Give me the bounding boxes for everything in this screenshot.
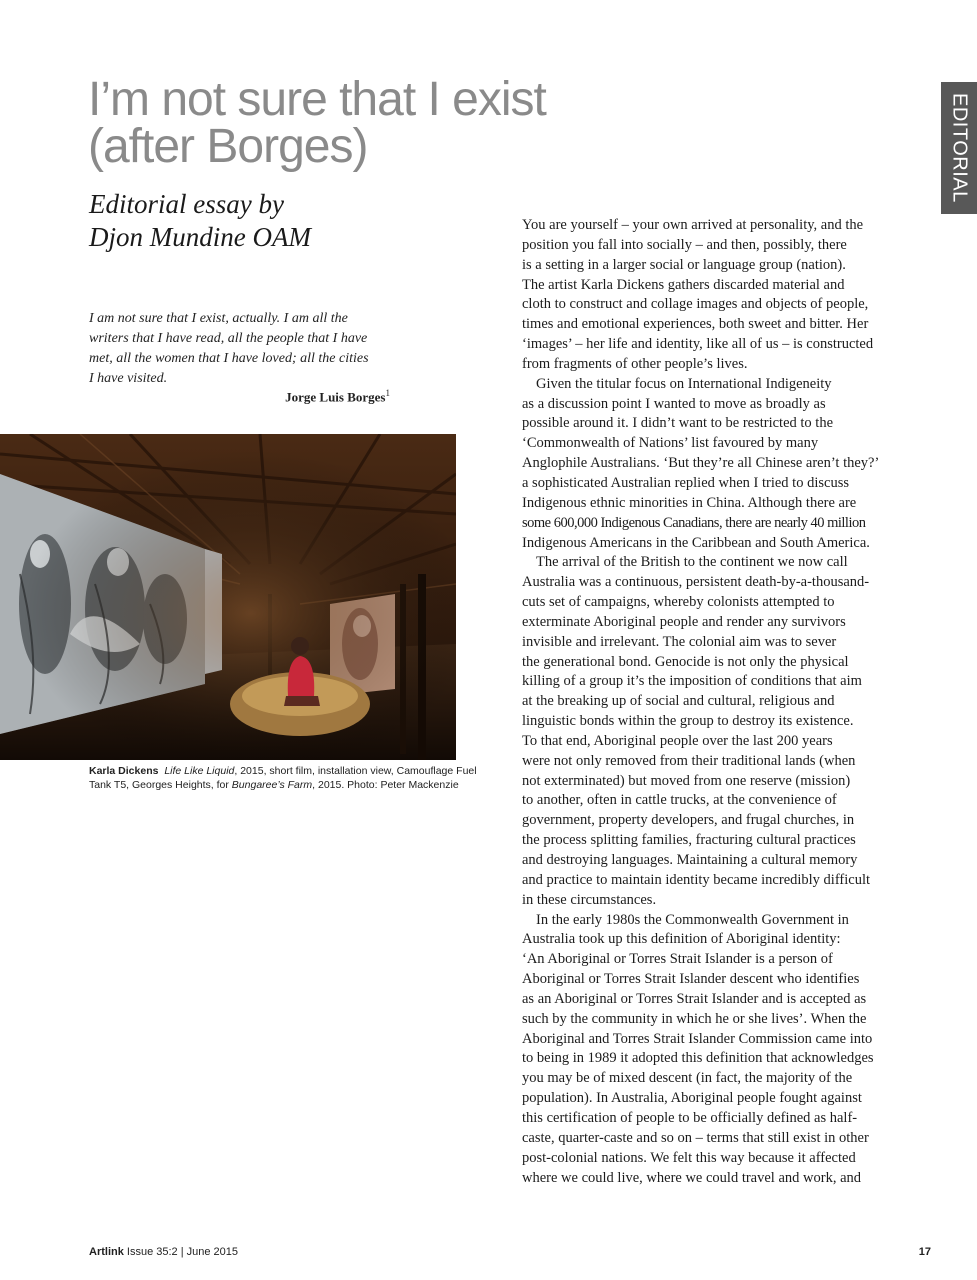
body-line: ‘Commonwealth of Nations’ list favoured by many (522, 435, 819, 452)
body-line: were not only removed from their traditional lands (when (522, 752, 856, 769)
body-line: cloth to construct and collage images and objects of people, (522, 296, 869, 313)
article-body (522, 216, 926, 1188)
body-line: To that end, Aboriginal people over the last 200 years (522, 732, 833, 749)
body-line: Indigenous ethnic minorities in China. Although there are (522, 494, 857, 511)
body-line: at the breaking up of social and cultural, religious and (522, 693, 835, 710)
subtitle-line: Editorial essay by (89, 189, 284, 219)
installation-photo-illustration (0, 434, 456, 760)
body-line: you may be of mixed descent (in fact, the majority of the (522, 1070, 853, 1087)
caption-work-title: Life Like Liquid (164, 765, 235, 777)
body-line: some 600,000 Indigenous Canadians, there are nearly 40 million (522, 514, 866, 531)
caption-line (89, 779, 489, 793)
attribution-name: Jorge Luis Borges (285, 389, 386, 405)
body-line: such by the community in which he or she lives’. When the (522, 1010, 867, 1027)
body-line: government, property developers, and frugal churches, in (522, 812, 855, 829)
body-line: caste, quarter-caste and so on – terms that still exist in other (522, 1129, 869, 1146)
body-line: as an Aboriginal or Torres Strait Islander and is accepted as (522, 990, 867, 1007)
body-line: and practice to maintain identity became incredibly difficult (522, 871, 871, 888)
body-line: linguistic bonds within the group to destroy its existence. (522, 713, 854, 730)
epigraph-line: I have visited. (89, 371, 168, 386)
body-line: ‘images’ – her life and identity, like all of us – is constructed (522, 336, 874, 353)
body-line: In the early 1980s the Commonwealth Government in (536, 911, 849, 928)
body-line: invisible and irrelevant. The colonial aim was to sever (522, 633, 837, 650)
body-line: the generational bond. Genocide is not only the physical (522, 653, 849, 670)
article-subtitle (89, 188, 429, 254)
caption-location: Tank T5, Georges Heights, for (89, 778, 232, 791)
body-line: Australia was a continuous, persistent death-by-a-thousand- (522, 574, 870, 591)
title-line: (after Borges) (88, 120, 368, 173)
body-line: where we could live, where we could travel and work, and (522, 1169, 862, 1186)
body-line: Given the titular focus on International Indigeneity (536, 375, 832, 392)
body-line: exterminate Aboriginal people and render any survivors (522, 613, 846, 630)
body-line: is a setting in a larger social or language group (nation). (522, 256, 846, 273)
body-line: The artist Karla Dickens gathers discarded material and (522, 276, 845, 293)
photo-caption (89, 765, 489, 792)
body-line: possible around it. I didn’t want to be restricted to the (522, 415, 834, 432)
caption-project: Bungaree’s Farm (231, 778, 313, 791)
body-line: The arrival of the British to the continent we now call (536, 554, 848, 571)
epigraph-line: writers that I have read, all the people that I have (89, 331, 368, 346)
body-line: Anglophile Australians. ‘But they’re all Chinese aren’t they?’ (522, 455, 880, 472)
body-line: You are yourself – your own arrived at personality, and the (522, 217, 864, 233)
body-line: a sophisticated Australian replied when I tried to discuss (522, 474, 849, 491)
body-line: position you fall into socially – and then, possibly, there (522, 236, 847, 253)
caption-artist: Karla Dickens (89, 765, 159, 777)
body-line: to another, often in cattle trucks, at the convenience of (522, 792, 837, 809)
body-line: cuts set of campaigns, whereby colonists attempted to (522, 594, 835, 611)
body-line: from fragments of other people’s lives. (522, 355, 748, 372)
epigraph-line: met, all the women that I have loved; all the cities (89, 351, 369, 366)
body-line: times and emotional experiences, both sweet and bitter. Her (522, 316, 869, 333)
body-line: as a discussion point I wanted to move as broadly as (522, 395, 826, 412)
page-number: 17 (918, 1246, 931, 1258)
body-line: Australia took up this definition of Aboriginal identity: (522, 931, 841, 948)
body-line: killing of a group it’s the imposition of conditions that aim (522, 673, 862, 690)
body-line: to being in 1989 it adopted this definition that acknowledges (522, 1050, 874, 1067)
caption-credit: , 2015. Photo: Peter Mackenzie (312, 778, 459, 791)
subtitle-line: Djon Mundine OAM (89, 222, 311, 252)
footnote-marker: 1 (385, 388, 390, 398)
body-line: not exterminated) but moved from one reserve (mission) (522, 772, 851, 789)
footer-magazine: Artlink (89, 1246, 124, 1258)
body-line: the process splitting families, fracturing cultural practices (522, 832, 856, 849)
section-tab (941, 82, 977, 214)
body-line: post-colonial nations. We felt this way because it affected (522, 1149, 856, 1166)
epigraph (89, 309, 409, 389)
body-line: and destroying languages. Maintaining a cultural memory (522, 852, 858, 868)
footer-issue: Issue 35:2 | June 2015 (123, 1246, 239, 1258)
body-line: in these circumstances. (522, 891, 657, 908)
caption-details: , 2015, short film, installation view, Camouflage Fuel (234, 765, 477, 777)
title-line: I’m not sure that I exist (88, 73, 546, 126)
footer-publication (89, 1246, 238, 1258)
body-line: population). In Australia, Aboriginal people fought against (522, 1090, 862, 1107)
epigraph-line: I am not sure that I exist, actually. I am all the (89, 311, 348, 326)
body-line: this certification of people to be officially defined as half- (522, 1109, 858, 1126)
body-line: Indigenous Americans in the Caribbean and South America. (522, 534, 870, 551)
installation-photo (0, 434, 456, 760)
section-tab-label: EDITORIAL (948, 93, 971, 203)
caption-line (89, 765, 489, 779)
article-title (88, 73, 648, 173)
body-line: ‘An Aboriginal or Torres Strait Islander is a person of (522, 951, 833, 968)
epigraph-attribution (200, 388, 390, 405)
body-line: Aboriginal and Torres Strait Islander Commission came into (522, 1030, 873, 1047)
body-line: Aboriginal or Torres Strait Islander descent who identifies (522, 971, 860, 988)
